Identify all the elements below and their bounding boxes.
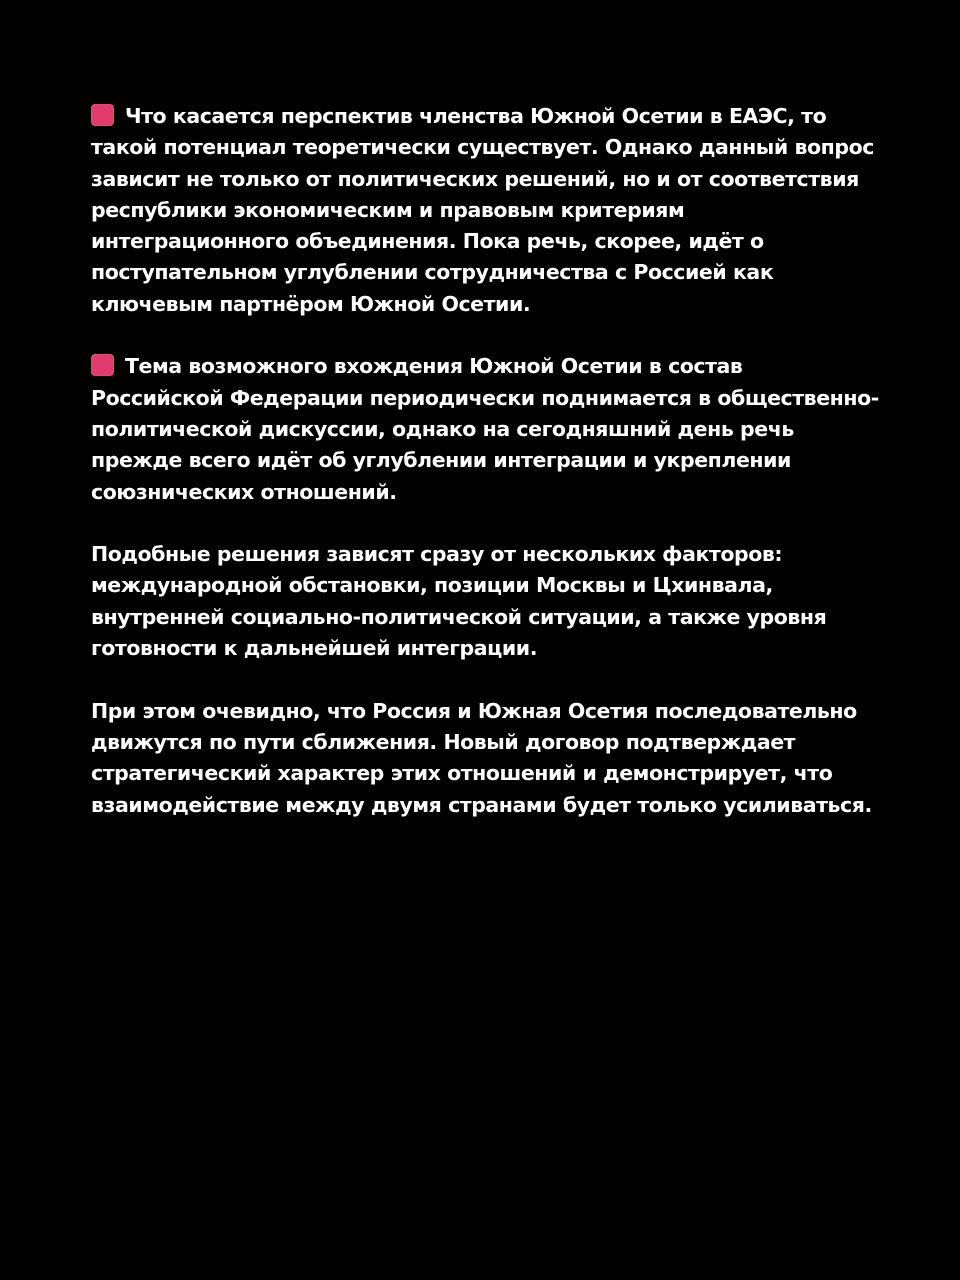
paragraph-line: республики экономическим и правовым критериям — [91, 197, 685, 222]
paragraph-line: Российской Федерации периодически поднимается в общественно- — [91, 385, 879, 410]
paragraph-line: поступательном углублении сотрудничества с Россией как — [91, 260, 774, 285]
paragraph-line: Тема возможного вхождения Южной Осетии в состав — [91, 351, 891, 382]
paragraph-line: готовности к дальнейшей интеграции. — [91, 636, 538, 661]
paragraph-line: ключевым партнёром Южной Осетии. — [91, 291, 531, 316]
paragraph-russia-accession — [91, 351, 891, 507]
pink-square-icon — [91, 104, 114, 126]
paragraph-line: При этом очевидно, что Россия и Южная Осетия последовательно — [91, 698, 857, 723]
article-body — [91, 101, 891, 852]
paragraph-line: стратегический характер этих отношений и демонстрирует, что — [91, 761, 833, 786]
paragraph-conclusion — [91, 696, 891, 821]
paragraph-line: международной обстановки, позиции Москвы и Цхинвала, — [91, 573, 773, 598]
paragraph-line: интеграционного объединения. Пока речь, скорее, идёт о — [91, 229, 764, 254]
paragraph-line: Что касается перспектив членства Южной Осетии в ЕАЭС, то — [91, 101, 891, 132]
paragraph-line: взаимодействие между двумя странами будет только усиливаться. — [91, 792, 872, 817]
pink-square-icon — [91, 354, 114, 376]
paragraph-line: прежде всего идёт об углублении интеграции и укреплении — [91, 448, 791, 473]
paragraph-factors — [91, 539, 891, 664]
paragraph-line: Подобные решения зависят сразу от нескольких факторов: — [91, 542, 783, 567]
paragraph-line: зависит не только от политических решений, но и от соответствия — [91, 166, 859, 191]
paragraph-line: внутренней социально-политической ситуации, а также уровня — [91, 604, 827, 629]
paragraph-line: такой потенциал теоретически существует. Однако данный вопрос — [91, 135, 874, 160]
paragraph-line: движутся по пути сближения. Новый договор подтверждает — [91, 729, 796, 754]
paragraph-line: союзнических отношений. — [91, 479, 397, 504]
paragraph-eaeu-membership — [91, 101, 891, 320]
paragraph-line: политической дискуссии, однако на сегодняшний день речь — [91, 416, 794, 441]
